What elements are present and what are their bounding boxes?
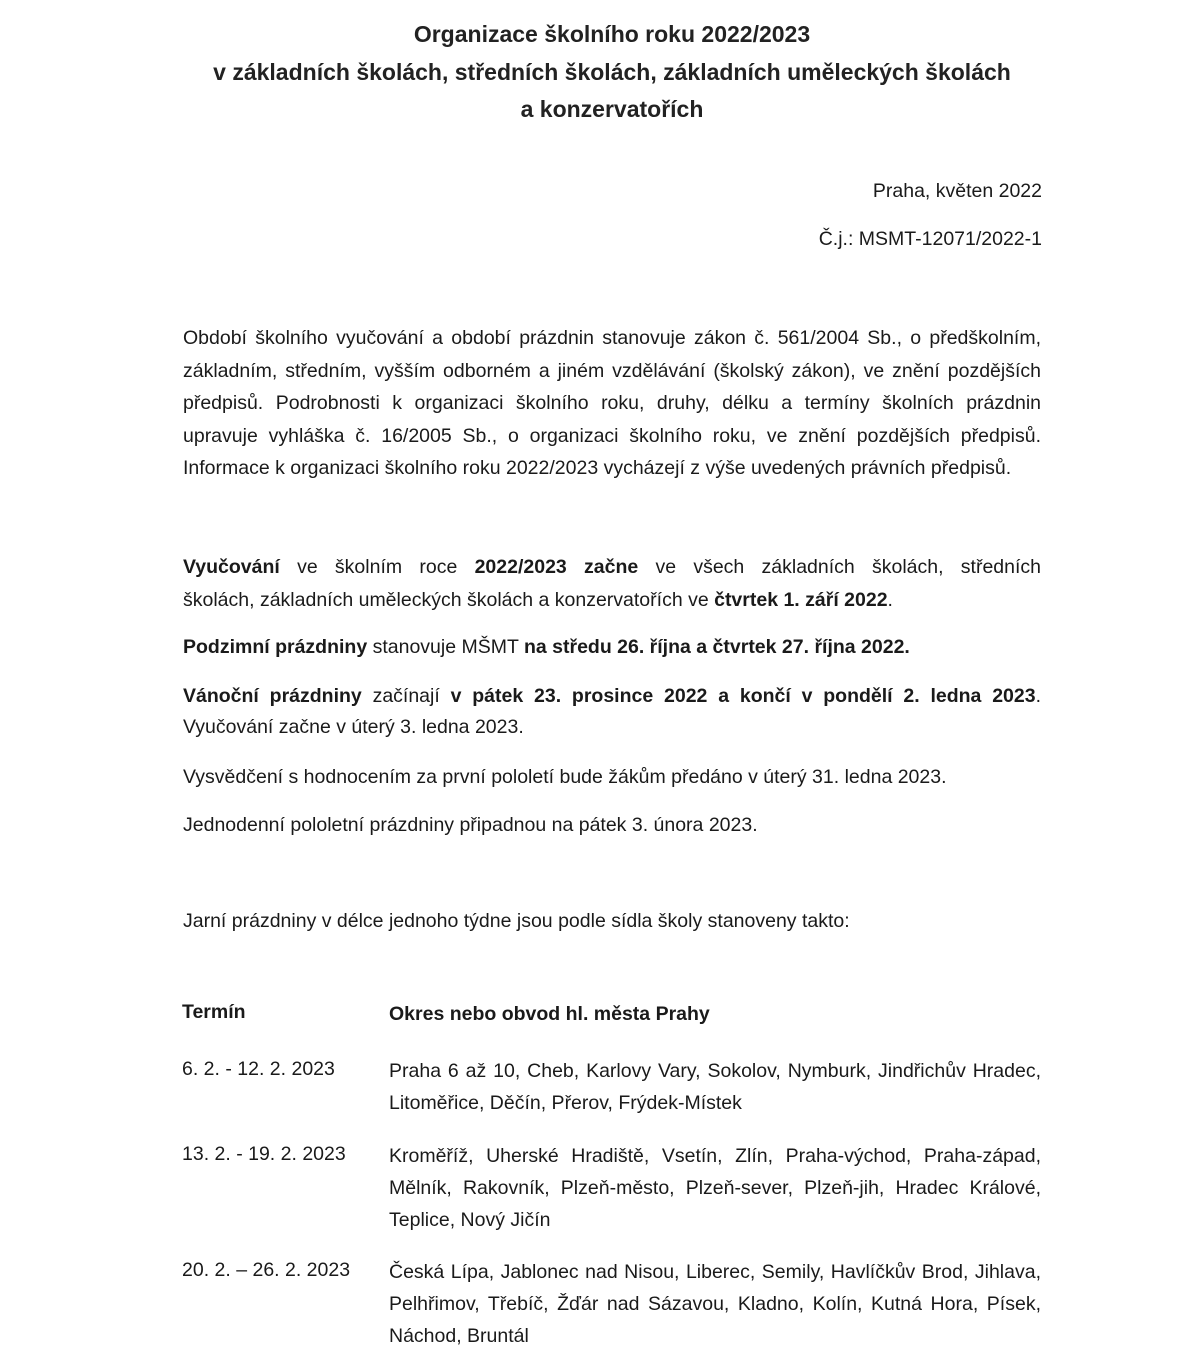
start-bold-teaching: Vyučování	[183, 556, 280, 578]
start-text-4: .	[887, 589, 893, 611]
start-text-2: ve všech základních školách, středních	[638, 556, 1042, 578]
place-date: Praha, květen 2022	[872, 180, 1042, 202]
christmas-holiday-line-1	[183, 680, 1041, 712]
table-row-term: 6. 2. - 12. 2. 2023	[182, 1058, 335, 1080]
document-title-line-2: v základních školách, středních školách, základních uměleckých školách	[213, 59, 1011, 85]
autumn-text: stanovuje MŠMT	[367, 636, 524, 658]
spring-holiday-intro: Jarní prázdniny v délce jednoho týdne jsou podle sídla školy stanoveny takto:	[183, 910, 850, 932]
autumn-bold-dates: na středu 26. října a čtvrtek 27. října 2022.	[523, 636, 910, 658]
table-row-districts: Praha 6 až 10, Cheb, Karlovy Vary, Sokolov, Nymburk, Jindřichův Hradec, Litoměřice, Děčín, Přerov, Frýdek-Místek	[389, 1060, 1041, 1114]
autumn-holiday-line	[183, 631, 910, 663]
start-text-1: ve školním roce	[279, 556, 475, 578]
school-start-line-1	[183, 551, 1041, 583]
intro-paragraph: Období školního vyučování a období prázdnin stanovuje zákon č. 561/2004 Sb., o předškolním, základním, středním, vyšším odborném a jiném vzdělávání (školský zákon), ve znění pozdějších předpisů. Podrobnosti k organizaci školního roku, druhy, délku a termíny školních prázdnin upravuje vyhláška č. 16/2005 Sb., o organizaci školního roku, ve znění pozdějších předpisů. Informace k organizaci školního roku 2022/2023 vycházejí z výše uvedených právních předpisů.	[183, 327, 1041, 479]
table-row-term: 20. 2. – 26. 2. 2023	[182, 1259, 351, 1281]
table-row-term: 13. 2. - 19. 2. 2023	[182, 1143, 346, 1165]
reference-number: Č.j.: MSMT-12071/2022-1	[818, 228, 1042, 250]
start-bold-date: čtvrtek 1. září 2022	[714, 589, 888, 611]
christmas-bold-dates: v pátek 23. prosince 2022 a končí v pondělí 2. ledna 2023	[450, 685, 1036, 707]
school-start-line-2	[183, 584, 893, 616]
document-title-line-1: Organizace školního roku 2022/2023	[413, 21, 811, 47]
report-card-line: Vysvědčení s hodnocením za první pololetí bude žákům předáno v úterý 31. ledna 2023.	[183, 766, 947, 788]
table-row-districts: Kroměříž, Uherské Hradiště, Vsetín, Zlín, Praha-východ, Praha-západ, Mělník, Rakovník, Plzeň-město, Plzeň-sever, Plzeň-jih, Hradec Králové, Teplice, Nový Jičín	[389, 1145, 1041, 1231]
table-header-district: Okres nebo obvod hl. města Prahy	[389, 1003, 710, 1025]
start-text-3: školách, základních uměleckých školách a konzervatořích ve	[183, 589, 715, 611]
start-bold-year: 2022/2023 začne	[474, 556, 639, 578]
christmas-holiday-line-2: Vyučování začne v úterý 3. ledna 2023.	[183, 716, 524, 738]
autumn-bold-label: Podzimní prázdniny	[183, 636, 368, 658]
table-header-term: Termín	[182, 1001, 246, 1023]
document-title-line-3: a konzervatořích	[520, 96, 704, 122]
christmas-bold-label: Vánoční prázdniny	[183, 685, 362, 707]
christmas-text: začínají	[361, 685, 451, 707]
midterm-holiday-line: Jednodenní pololetní prázdniny připadnou na pátek 3. února 2023.	[183, 814, 758, 836]
christmas-period: .	[1035, 685, 1041, 707]
table-row-districts: Česká Lípa, Jablonec nad Nisou, Liberec, Semily, Havlíčkův Brod, Jihlava, Pelhřimov, Třebíč, Žďár nad Sázavou, Kladno, Kolín, Kutná Hora, Písek, Náchod, Bruntál	[389, 1261, 1041, 1347]
